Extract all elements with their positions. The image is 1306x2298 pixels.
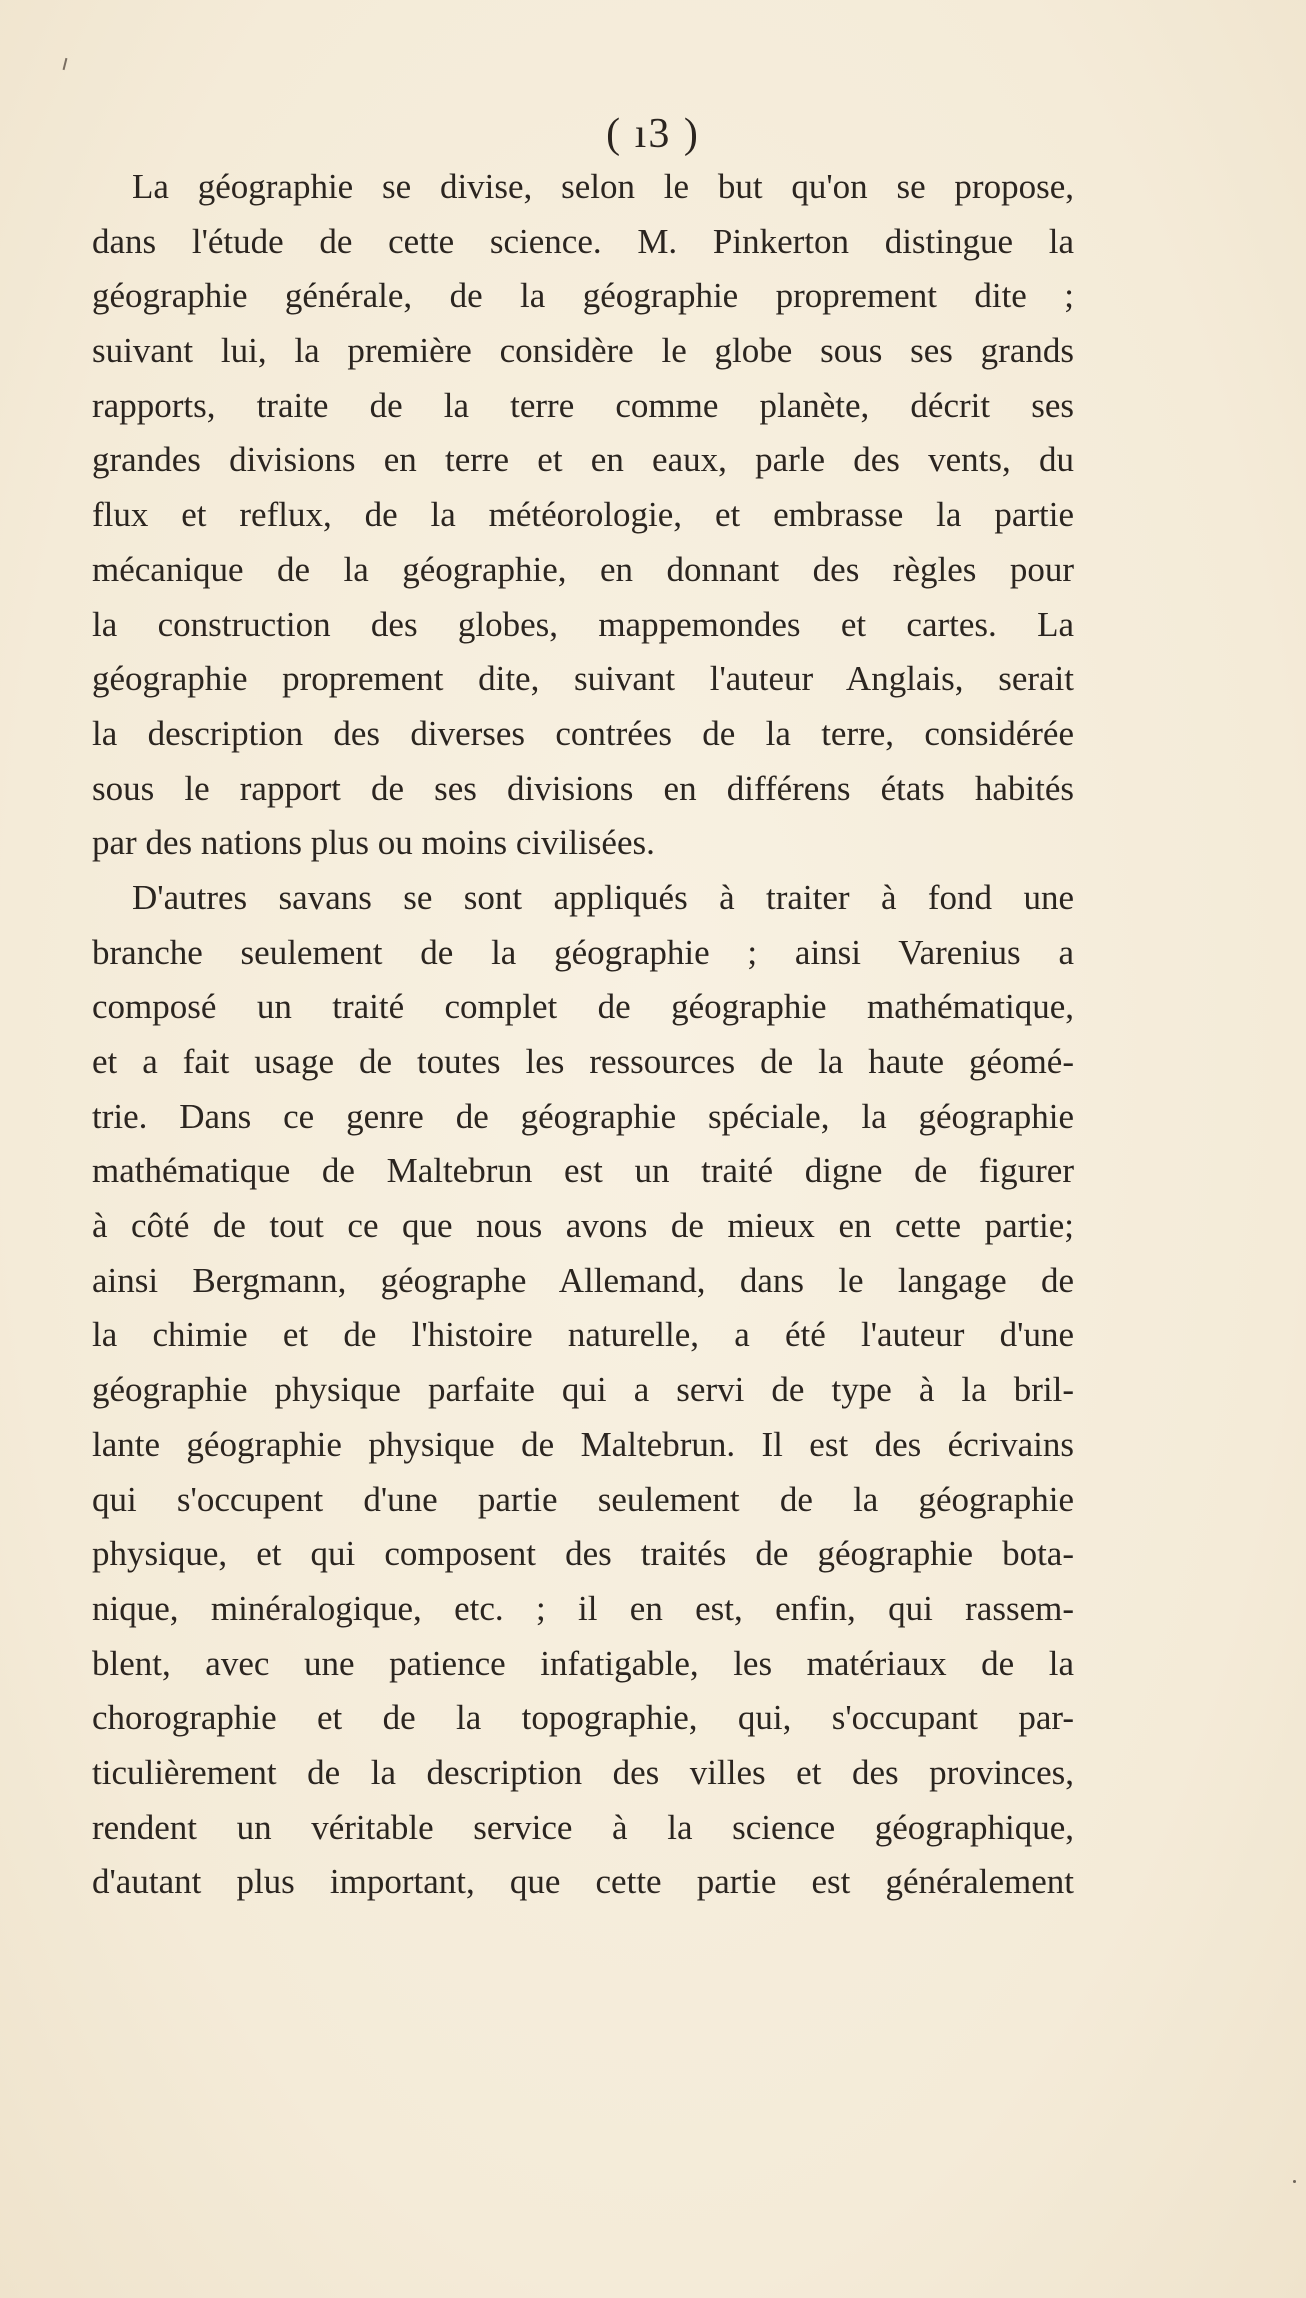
text-line: physique, et qui composent des traités de géographie bota- bbox=[92, 1534, 1074, 1574]
text-line: chorographie et de la topographie, qui, s'occupant par- bbox=[92, 1698, 1074, 1738]
text-line: lante géographie physique de Maltebrun. Il est des écrivains bbox=[92, 1424, 1074, 1464]
text-line: géographie générale, de la géographie proprement dite ; bbox=[92, 276, 1074, 316]
text-line: et a fait usage de toutes les ressources de la haute géomé- bbox=[92, 1042, 1074, 1081]
text-line: flux et reflux, de la météorologie, et embrasse la partie bbox=[92, 495, 1074, 535]
text-line: géographie proprement dite, suivant l'auteur Anglais, serait bbox=[92, 659, 1074, 699]
text-line: à côté de tout ce que nous avons de mieux en cette partie; bbox=[92, 1206, 1074, 1246]
text-line: grandes divisions en terre et en eaux, parle des vents, du bbox=[92, 440, 1074, 480]
text-line: dans l'étude de cette science. M. Pinkerton distingue la bbox=[92, 221, 1074, 261]
text-line: La géographie se divise, selon le but qu'on se propose, bbox=[132, 167, 1074, 206]
body-text bbox=[92, 160, 1074, 1910]
text-line: mathématique de Maltebrun est un traité digne de figurer bbox=[92, 1151, 1074, 1191]
text-line: géographie physique parfaite qui a servi de type à la bril- bbox=[92, 1370, 1074, 1410]
text-line: ticulièrement de la description des villes et des provinces, bbox=[92, 1752, 1074, 1792]
text-line: branche seulement de la géographie ; ainsi Varenius a bbox=[92, 932, 1074, 972]
text-line: ainsi Bergmann, géographe Allemand, dans le langage de bbox=[92, 1260, 1074, 1300]
text-line: par des nations plus ou moins civilisées. bbox=[92, 823, 655, 863]
text-line: blent, avec une patience infatigable, les matériaux de la bbox=[92, 1643, 1074, 1683]
text-line: D'autres savans se sont appliqués à traiter à fond une bbox=[132, 877, 1074, 917]
text-line: rapports, traite de la terre comme planète, décrit ses bbox=[92, 385, 1074, 425]
text-line: composé un traité complet de géographie mathématique, bbox=[92, 987, 1074, 1027]
text-line: trie. Dans ce genre de géographie spéciale, la géographie bbox=[92, 1096, 1074, 1136]
text-line: la chimie et de l'histoire naturelle, a été l'auteur d'une bbox=[92, 1315, 1074, 1355]
text-line: suivant lui, la première considère le globe sous ses grands bbox=[92, 331, 1074, 371]
text-line: mécanique de la géographie, en donnant des règles pour bbox=[92, 549, 1074, 589]
text-line: la description des diverses contrées de la terre, considérée bbox=[92, 713, 1074, 753]
ink-speck bbox=[1293, 2180, 1296, 2183]
text-line: nique, minéralogique, etc. ; il en est, enfin, qui rassem- bbox=[92, 1588, 1074, 1628]
text-line: qui s'occupent d'une partie seulement de la géographie bbox=[92, 1479, 1074, 1519]
text-line: sous le rapport de ses divisions en différens états habités bbox=[92, 768, 1074, 808]
text-line: rendent un véritable service à la science géographique, bbox=[92, 1807, 1074, 1847]
text-line: la construction des globes, mappemondes et cartes. La bbox=[92, 604, 1074, 644]
page-number: ( ı3 ) bbox=[606, 111, 700, 157]
stray-ink-mark bbox=[63, 58, 68, 70]
text-line: d'autant plus important, que cette partie est généralement bbox=[92, 1862, 1074, 1902]
